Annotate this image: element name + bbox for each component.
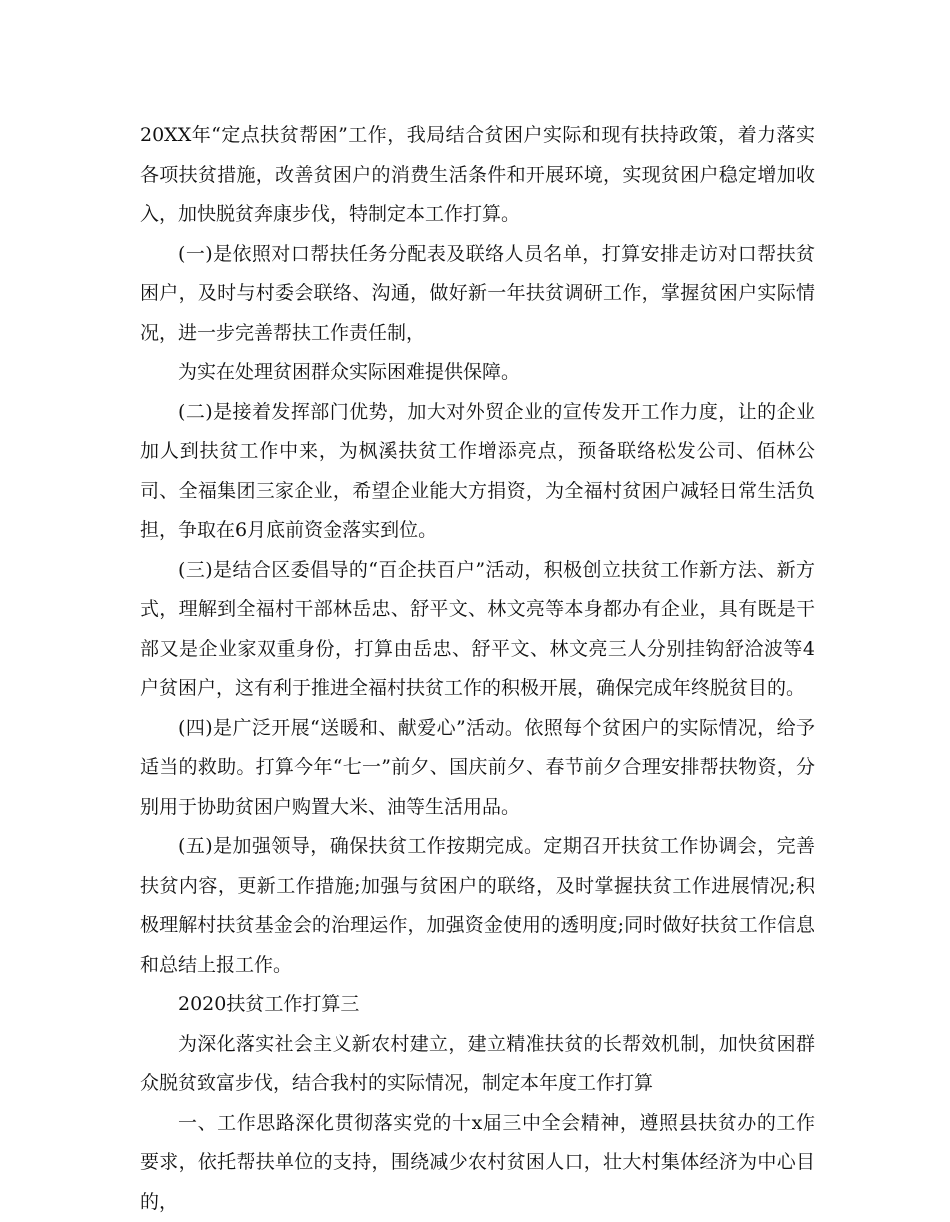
intro-paragraph: 20XX年“定点扶贫帮困”工作，我局结合贫困户实际和现有扶持政策，着力落实各项扶贫措施，改善贫困户的消费生活条件和开展环境，实现贫困户稳定增加收入，加快脱贫奔康步伐，特制定本工作打算。 [140, 116, 815, 235]
section-heading: 2020扶贫工作打算三 [140, 985, 815, 1025]
document-body [140, 116, 815, 1222]
work-idea-paragraph: 一、工作思路深化贯彻落实党的十x届三中全会精神，遵照县扶贫办的工作要求，依托帮扶单位的支持，围绕减少农村贫困人口，壮大村集体经济为中心目的， [140, 1104, 815, 1222]
item-two-paragraph: (二)是接着发挥部门优势，加大对外贸企业的宣传发开工作力度，让的企业加人到扶贫工作中来，为枫溪扶贫工作增添亮点，预备联络松发公司、佰林公司、全福集团三家企业，希望企业能大方捐资，为全福村贫困户减轻日常生活负担，争取在6月底前资金落实到位。 [140, 393, 815, 551]
item-five-paragraph: (五)是加强领导，确保扶贫工作按期完成。定期召开扶贫工作协调会，完善扶贫内容，更新工作措施;加强与贫困户的联络，及时掌握扶贫工作进展情况;积极理解村扶贫基金会的治理运作，加强资金使用的透明度;同时做好扶贫工作信息和总结上报工作。 [140, 827, 815, 985]
section-intro-paragraph: 为深化落实社会主义新农村建立，建立精准扶贫的长帮效机制，加快贫困群众脱贫致富步伐，结合我村的实际情况，制定本年度工作打算 [140, 1025, 815, 1104]
item-three-paragraph: (三)是结合区委倡导的“百企扶百户”活动，积极创立扶贫工作新方法、新方式，理解到全福村干部林岳忠、舒平文、林文亮等本身都办有企业，具有既是干部又是企业家双重身份，打算由岳忠、舒平文、林文亮三人分别挂钩舒洽波等4户贫困户，这有利于推进全福村扶贫工作的积极开展，确保完成年终脱贫目的。 [140, 551, 815, 709]
item-four-paragraph: (四)是广泛开展“送暖和、献爱心”活动。依照每个贫困户的实际情况，给予适当的救助。打算今年“七一”前夕、国庆前夕、春节前夕合理安排帮扶物资，分别用于协助贫困户购置大米、油等生活用品。 [140, 709, 815, 828]
item-one-paragraph: (一)是依照对口帮扶任务分配表及联络人员名单，打算安排走访对口帮扶贫困户，及时与村委会联络、沟通，做好新一年扶贫调研工作，掌握贫困户实际情况，进一步完善帮扶工作责任制， [140, 235, 815, 354]
support-paragraph: 为实在处理贫困群众实际困难提供保障。 [140, 353, 815, 393]
